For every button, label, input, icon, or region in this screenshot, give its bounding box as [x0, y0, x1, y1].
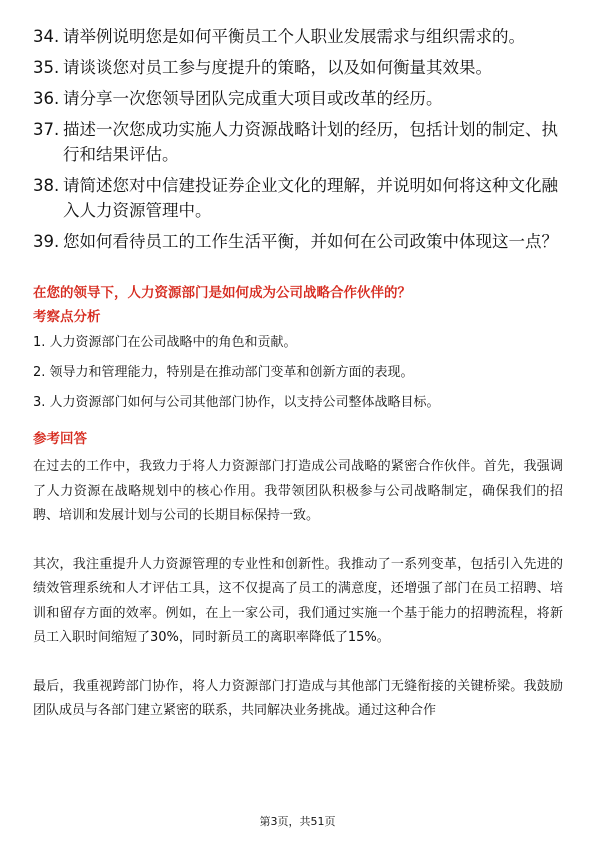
question-item — [33, 55, 563, 80]
page-footer: 第3页，共51页 — [259, 815, 336, 828]
question-item — [33, 173, 563, 223]
question-text: 请谈谈您对员工参与度提升的策略，以及如何衡量其效果。 — [63, 58, 492, 77]
question-number: 34. — [33, 27, 60, 46]
question-item — [33, 229, 563, 254]
answer-paragraph: 其次，我注重提升人力资源管理的专业性和创新性。我推动了一系列变革，包括引入先进的绩效管理系统和人才评估工具，这不仅提高了员工的满意度，还增强了部门在员工招聘、培训和留存方面的效率。例如，在上一家公司，我们通过实施一个基于能力的招聘流程，将新员工入职时间缩短了30%，同时新员工的离职率降低了15%。 — [33, 556, 563, 645]
question-item — [33, 117, 563, 167]
question-text: 您如何看待员工的工作生活平衡，并如何在公司政策中体现这一点？ — [63, 232, 558, 251]
analysis-item: 3. 人力资源部门如何与公司其他部门协作，以支持公司整体战略目标。 — [33, 395, 440, 410]
question-text: 描述一次您成功实施人力资源战略计划的经历，包括计划的制定、执行和结果评估。 — [63, 120, 558, 164]
analysis-item: 1. 人力资源部门在公司战略中的角色和贡献。 — [33, 335, 297, 350]
question-item — [33, 86, 563, 111]
featured-question: 在您的领导下，人力资源部门是如何成为公司战略合作伙伴的？ — [33, 285, 411, 301]
question-number: 37. — [33, 120, 60, 139]
analysis-heading: 考察点分析 — [33, 309, 101, 325]
analysis-list — [33, 333, 563, 423]
question-text: 请分享一次您领导团队完成重大项目或改革的经历。 — [63, 89, 443, 108]
question-number: 39. — [33, 232, 60, 251]
answer-body — [33, 455, 563, 724]
question-number: 35. — [33, 58, 60, 77]
answer-paragraph: 最后，我重视跨部门协作，将人力资源部门打造成与其他部门无缝衔接的关键桥梁。我鼓励团队成员与各部门建立紧密的联系，共同解决业务挑战。通过这种合作 — [33, 678, 563, 718]
question-item — [33, 24, 563, 49]
analysis-item: 2. 领导力和管理能力，特别是在推动部门变革和创新方面的表现。 — [33, 365, 414, 380]
answer-heading: 参考回答 — [33, 431, 87, 447]
answer-paragraph: 在过去的工作中，我致力于将人力资源部门打造成公司战略的紧密合作伙伴。首先，我强调了人力资源在战略规划中的核心作用。我带领团队积极参与公司战略制定，确保我们的招聘、培训和发展计划与公司的长期目标保持一致。 — [33, 459, 563, 523]
question-number: 38. — [33, 176, 60, 195]
question-number: 36. — [33, 89, 60, 108]
question-text: 请简述您对中信建投证券企业文化的理解，并说明如何将这种文化融入人力资源管理中。 — [63, 176, 558, 220]
question-text: 请举例说明您是如何平衡员工个人职业发展需求与组织需求的。 — [63, 27, 525, 46]
question-list — [33, 24, 563, 260]
